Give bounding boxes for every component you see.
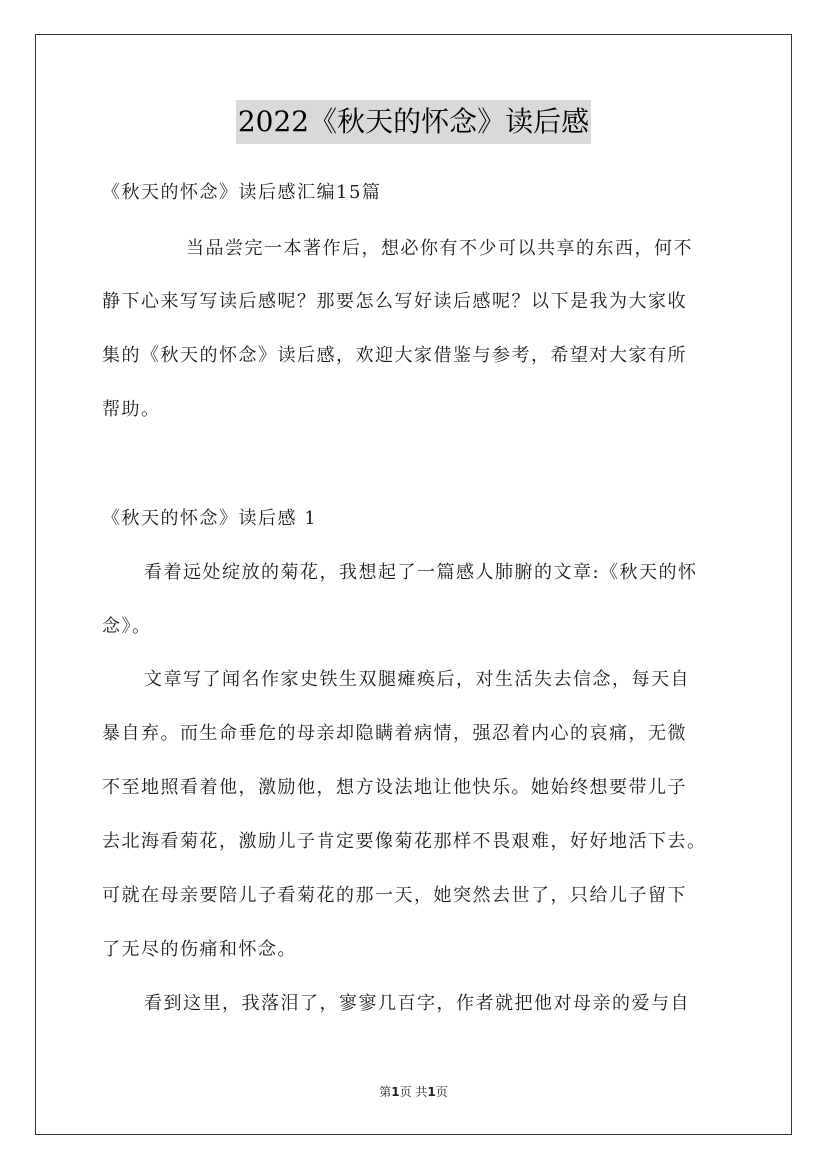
document-title: 2022《秋天的怀念》读后感 <box>236 100 591 144</box>
para3-line-1: 看到这里，我落泪了，寥寥几百字，作者就把他对母亲的爱与自 <box>144 993 690 1014</box>
para2-line-6: 了无尽的伤痛和怀念。 <box>102 939 297 960</box>
para2-line-1: 文章写了闻名作家史铁生双腿瘫痪后，对生活失去信念，每天自 <box>144 669 690 690</box>
para2-line-5: 可就在母亲要陪儿子看菊花的那一天，她突然去世了，只给儿子留下 <box>102 885 687 906</box>
intro-line-1: 当品尝完一本著作后，想必你有不少可以共享的东西，何不 <box>186 238 693 259</box>
footer-page-total: 1 <box>427 1085 436 1099</box>
intro-line-3: 集的《秋天的怀念》读后感，欢迎大家借鉴与参考，希望对大家有所 <box>102 345 687 366</box>
para1-line-1: 看着远处绽放的菊花，我想起了一篇感人肺腑的文章:《秋天的怀 <box>144 562 698 583</box>
para2-line-2: 暴自弃。而生命垂危的母亲却隐瞒着病情，强忍着内心的哀痛，无微 <box>102 723 687 744</box>
footer-suffix: 页 <box>435 1085 448 1099</box>
footer-mid: 页 共 <box>399 1085 428 1099</box>
page-footer <box>0 1083 827 1101</box>
intro-line-4: 帮助。 <box>102 399 161 420</box>
para2-line-4: 去北海看菊花，激励儿子肯定要像菊花那样不畏艰难，好好地活下去。 <box>102 831 707 852</box>
footer-prefix: 第 <box>379 1085 392 1099</box>
title-container <box>0 100 827 144</box>
section-heading: 《秋天的怀念》读后感 1 <box>102 508 318 529</box>
para1-line-2: 念》。 <box>102 616 152 637</box>
document-subtitle: 《秋天的怀念》读后感汇编15篇 <box>102 182 382 203</box>
para2-line-3: 不至地照看着他，激励他，想方设法地让他快乐。她始终想要带儿子 <box>102 777 687 798</box>
intro-line-2: 静下心来写写读后感呢？那要怎么写好读后感呢？以下是我为大家收 <box>102 291 687 312</box>
footer-page-current: 1 <box>391 1085 400 1099</box>
